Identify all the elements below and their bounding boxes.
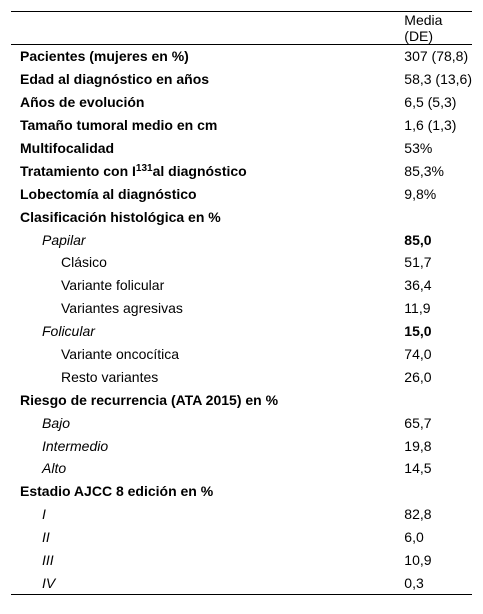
table-row [11, 91, 472, 114]
row-label-cell [11, 182, 402, 205]
table-row [11, 365, 472, 388]
table-row [11, 182, 472, 205]
row-label-cell [11, 159, 402, 182]
row-value-cell: 1,6 (1,3) [404, 117, 457, 134]
table-row [11, 503, 472, 526]
row-value-cell: 53% [404, 140, 433, 156]
row-label: II [42, 529, 50, 546]
row-label-cell [11, 526, 402, 549]
header-row [11, 12, 472, 45]
row-value-cell: 51,7 [404, 254, 432, 271]
table-row [11, 411, 472, 434]
row-value-cell: 6,0 [404, 529, 424, 546]
table-row [11, 159, 472, 182]
row-label: IV [42, 574, 56, 591]
table-row [11, 114, 472, 137]
row-label: Bajo [42, 414, 71, 431]
table-row [11, 549, 472, 572]
row-label-cell [11, 365, 402, 388]
table-row [11, 205, 472, 228]
row-label-cell [11, 228, 402, 251]
row-label-cell [11, 480, 402, 503]
row-label-cell [11, 549, 402, 572]
table-row [11, 45, 472, 68]
row-label: Clásico [61, 254, 107, 271]
row-label: Lobectomía al diagnóstico [20, 185, 197, 202]
row-label: Variante oncocítica [61, 346, 180, 363]
row-value-cell: 65,7 [404, 414, 432, 431]
row-value-cell: 14,5 [404, 460, 432, 477]
table-row [11, 320, 472, 343]
table-row [11, 526, 472, 549]
row-value-cell: 10,9 [404, 552, 432, 569]
row-label-cell [11, 45, 402, 68]
row-label: Riesgo de recurrencia (ATA 2015) en % [20, 391, 279, 408]
row-label: Intermedio [42, 437, 109, 454]
row-label: Pacientes (mujeres en %) [20, 48, 189, 65]
row-value-cell: 36,4 [404, 277, 432, 294]
row-label-cell [11, 388, 402, 411]
row-value-cell: 6,5 (5,3) [404, 94, 457, 111]
row-label-cell [11, 457, 402, 480]
table-row [11, 434, 472, 457]
row-value-cell: 9,8% [404, 185, 437, 202]
table-row [11, 480, 472, 503]
table-row [11, 571, 472, 594]
row-label: Estadio AJCC 8 edición en % [20, 483, 214, 500]
header-value-cell: Media (DE) [402, 12, 472, 45]
row-label-cell [11, 571, 402, 594]
row-label-cell [11, 91, 402, 114]
row-label-cell [11, 503, 402, 526]
row-label: I [42, 506, 46, 523]
row-label: Folicular [42, 323, 95, 340]
row-label: Tratamiento con I [20, 162, 136, 179]
row-value-cell: 307 (78,8) [404, 48, 469, 65]
row-label-cell [11, 274, 402, 297]
row-label-cell [11, 68, 402, 91]
table-row [11, 388, 472, 411]
table-row [11, 343, 472, 366]
row-label: Papilar [42, 231, 86, 248]
row-label-cell [11, 434, 402, 457]
table-row [11, 228, 472, 251]
row-label: Tamaño tumoral medio en cm [20, 117, 218, 134]
row-label: Años de evolución [20, 94, 145, 111]
row-label-cell [11, 411, 402, 434]
table-row [11, 457, 472, 480]
row-value-cell: 74,0 [404, 346, 432, 363]
row-value-cell: 85,3% [404, 162, 444, 179]
row-label-cell [11, 343, 402, 366]
table-row [11, 68, 472, 91]
header-label-cell [11, 12, 402, 45]
data-table-container [11, 11, 472, 595]
row-label-cell [11, 114, 402, 137]
row-label-cell [11, 137, 402, 160]
patient-characteristics-table [11, 11, 472, 595]
row-label: Multifocalidad [20, 140, 115, 156]
table-row [11, 297, 472, 320]
row-label-cell [11, 205, 402, 228]
row-value-cell: 15,0 [404, 323, 432, 340]
row-label: Resto variantes [61, 368, 159, 385]
row-value-cell [402, 480, 472, 503]
table-body [11, 45, 472, 595]
row-value-cell: 58,3 (13,6) [404, 71, 472, 88]
row-value-cell [402, 388, 472, 411]
row-label: Clasificación histológica en % [20, 208, 221, 225]
row-label: III [42, 552, 54, 569]
row-label-superscript: 131 [135, 162, 153, 174]
row-value-cell: 11,9 [404, 300, 431, 317]
row-value-cell: 26,0 [404, 368, 432, 385]
row-value-cell [402, 205, 472, 228]
row-label: Variante folicular [61, 277, 165, 294]
row-value-cell: 19,8 [404, 437, 432, 454]
row-label-cell [11, 297, 402, 320]
row-label-cell [11, 320, 402, 343]
table-header [11, 12, 472, 45]
row-value-cell: 82,8 [404, 506, 432, 523]
table-row [11, 251, 472, 274]
row-label: Alto [42, 460, 67, 477]
row-value-cell: 0,3 [402, 571, 472, 594]
row-label: Variantes agresivas [61, 300, 183, 317]
row-value-cell: 85,0 [404, 231, 432, 248]
row-label: Edad al diagnóstico en años [20, 71, 210, 88]
row-label-cell [11, 251, 402, 274]
table-row [11, 274, 472, 297]
row-label-suffix: al diagnóstico [152, 162, 247, 179]
table-row [11, 137, 472, 160]
